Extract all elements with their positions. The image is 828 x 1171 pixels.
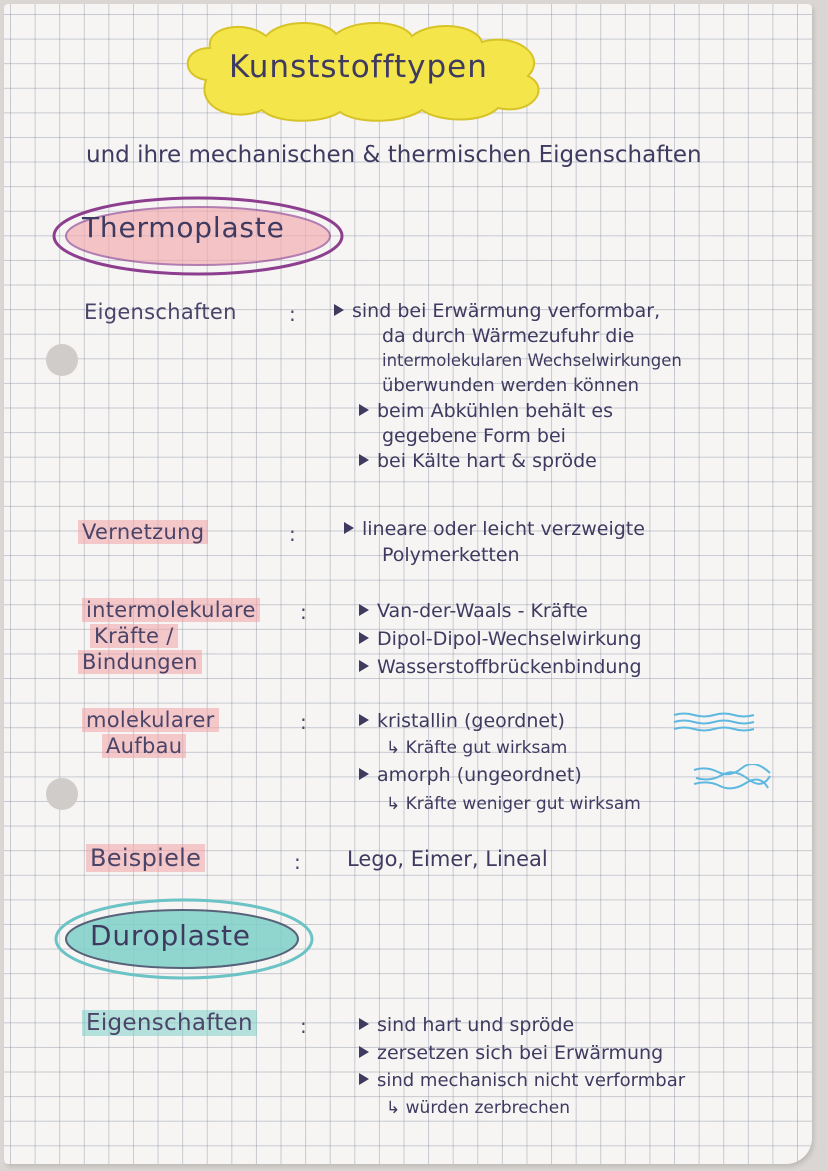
- list-item: sind hart und spröde: [359, 1014, 574, 1036]
- list-item-continuation: überwunden werden können: [382, 375, 640, 396]
- bullet-arrow-icon: [359, 768, 369, 780]
- list-item: lineare oder leicht verzweigte: [344, 518, 645, 540]
- label-beispiele: Beispiele: [86, 844, 205, 872]
- bullet-arrow-icon: [359, 1018, 369, 1030]
- colon: :: [289, 522, 296, 546]
- page-subtitle: und ihre mechanischen & thermischen Eigenschaften: [86, 142, 702, 168]
- bullet-arrow-icon: [359, 604, 369, 616]
- punch-hole-bottom: [46, 778, 78, 810]
- bullet-arrow-icon: [359, 632, 369, 644]
- list-item: sind bei Erwärmung verformbar,: [334, 300, 660, 322]
- list-subitem: ↳ würden zerbrechen: [386, 1098, 571, 1118]
- label-intermolekulare: intermolekulare: [82, 598, 260, 622]
- bullet-arrow-icon: [359, 1046, 369, 1058]
- section-title-duroplaste: Duroplaste: [90, 919, 251, 952]
- section-title-thermoplaste: Thermoplaste: [82, 211, 285, 244]
- label-bindungen: Bindungen: [78, 650, 202, 674]
- list-item: amorph (ungeordnet): [359, 764, 582, 786]
- colon: :: [300, 710, 307, 734]
- label-aufbau: Aufbau: [102, 734, 186, 758]
- list-item: bei Kälte hart & spröde: [359, 450, 597, 472]
- list-item: Wasserstoffbrückenbindung: [359, 656, 642, 678]
- bullet-arrow-icon: [334, 304, 344, 316]
- list-item: zersetzen sich bei Erwärmung: [359, 1042, 663, 1064]
- examples-text: Lego, Eimer, Lineal: [347, 847, 548, 871]
- bullet-arrow-icon: [359, 404, 369, 416]
- colon: :: [289, 302, 296, 326]
- colon: :: [300, 1014, 307, 1038]
- list-item-continuation: gegebene Form bei: [382, 425, 566, 447]
- punch-hole-top: [46, 344, 78, 376]
- label-vernetzung: Vernetzung: [78, 520, 208, 544]
- list-item-continuation: da durch Wärmezufuhr die: [382, 325, 635, 347]
- list-subitem: ↳ Kräfte gut wirksam: [386, 738, 568, 758]
- label-eigenschaften-thermo: Eigenschaften: [84, 300, 237, 324]
- notebook-page: [4, 4, 812, 1164]
- bullet-arrow-icon: [359, 660, 369, 672]
- bullet-arrow-icon: [344, 522, 354, 534]
- list-item: beim Abkühlen behält es: [359, 400, 613, 422]
- label-eigenschaften-duro: Eigenschaften: [82, 1010, 257, 1036]
- colon: :: [294, 850, 301, 874]
- label-kraefte: Kräfte /: [90, 624, 178, 648]
- list-item-continuation: Polymerketten: [382, 544, 520, 566]
- bullet-arrow-icon: [359, 714, 369, 726]
- disordered-waves-icon: [692, 764, 772, 790]
- list-item-continuation: intermolekularen Wechselwirkungen: [382, 351, 682, 370]
- bullet-arrow-icon: [359, 1073, 369, 1085]
- ordered-waves-icon: [672, 710, 756, 734]
- page-title: Kunststofftypen: [229, 49, 488, 85]
- bullet-arrow-icon: [359, 454, 369, 466]
- list-item: kristallin (geordnet): [359, 710, 565, 732]
- list-item: Van-der-Waals - Kräfte: [359, 600, 588, 622]
- list-item: Dipol-Dipol-Wechselwirkung: [359, 628, 642, 650]
- colon: :: [300, 600, 307, 624]
- list-subitem: ↳ Kräfte weniger gut wirksam: [386, 794, 641, 814]
- list-item: sind mechanisch nicht verformbar: [359, 1070, 685, 1092]
- label-molekularer: molekularer: [82, 708, 219, 732]
